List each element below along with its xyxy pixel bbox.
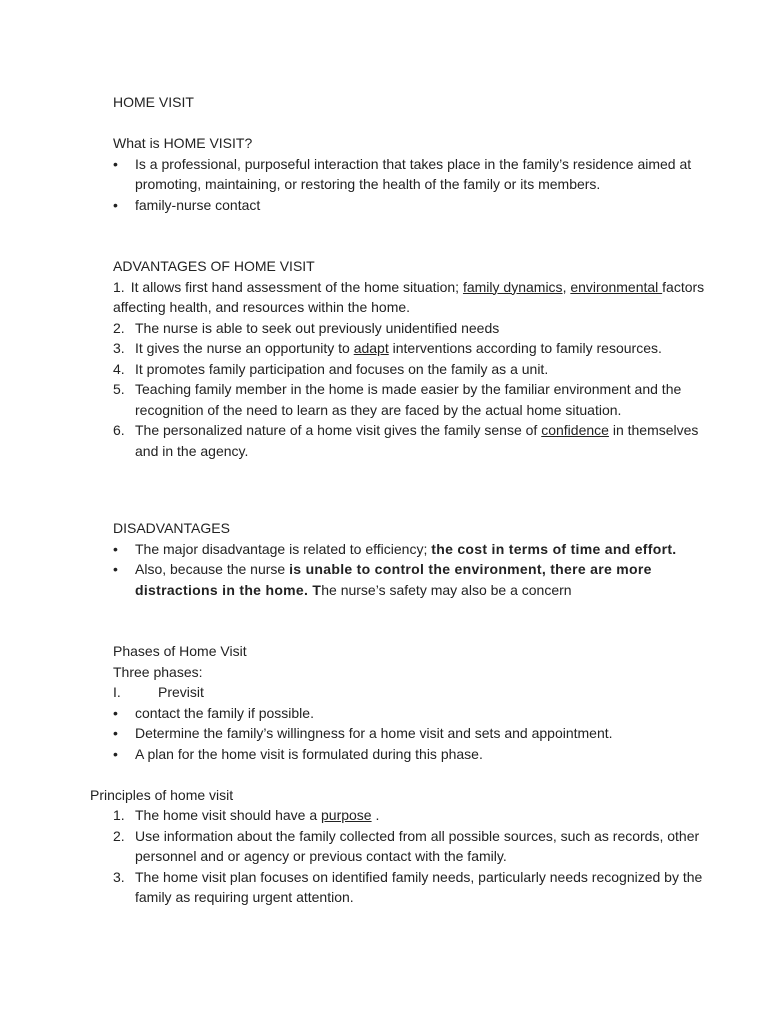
item-text: The home visit plan focuses on identified family needs, particularly needs recognized by the family as requiring urgent attention. xyxy=(135,868,703,905)
item-text: It promotes family participation and focuses on the family as a unit. xyxy=(135,360,549,377)
bullet-icon: • xyxy=(113,745,118,762)
phase-bullets xyxy=(113,703,713,765)
item-number: 1. xyxy=(113,807,125,823)
underlined-term: family dynamics xyxy=(462,278,563,295)
phase-previsit xyxy=(113,682,713,703)
list-item xyxy=(113,195,713,216)
bullet-text: Is a professional, purposeful interaction that takes place in the family’s residence aimed at promoting, maintaining, or restoring the health of the family or its members. xyxy=(135,155,692,192)
advantage-item-5 xyxy=(113,379,713,420)
item-text: It allows first hand assessment of the home situation; xyxy=(130,278,463,295)
disadvantages-section xyxy=(113,518,713,600)
principles-list xyxy=(113,805,713,908)
item-text: factors affecting health, and resources within the home. xyxy=(113,278,705,315)
bullet-icon: • xyxy=(113,561,118,577)
item-number: 5. xyxy=(113,381,125,397)
advantages-list xyxy=(113,318,713,462)
bullet-text: contact the family if possible. xyxy=(135,704,314,721)
item-number: 2. xyxy=(113,319,125,336)
item-text: Also, because the nurse xyxy=(135,561,290,577)
item-number: 4. xyxy=(113,360,125,377)
phases-section xyxy=(113,641,713,764)
item-number: 6. xyxy=(113,422,125,438)
phases-heading: Phases of Home Visit xyxy=(113,643,247,659)
item-text: , xyxy=(562,278,571,295)
list-item xyxy=(113,703,713,724)
item-text: . xyxy=(371,807,380,823)
document-title: HOME VISIT xyxy=(113,94,194,110)
what-is-heading: What is HOME VISIT? xyxy=(113,135,253,151)
bullet-icon: • xyxy=(113,725,118,741)
list-item xyxy=(113,154,713,195)
what-is-bullets xyxy=(113,154,713,216)
item-text: interventions according to family resources. xyxy=(388,340,662,356)
item-text: he nurse’s safety may also be a concern xyxy=(321,581,572,598)
list-item xyxy=(113,539,713,560)
bold-text: is unable to control the environment, there are more distractions in the home. T xyxy=(135,561,652,598)
principle-item-2 xyxy=(113,826,713,867)
item-number: 1. xyxy=(113,278,125,295)
item-text: The personalized nature of a home visit gives the family sense of xyxy=(135,422,542,438)
bullet-text: family-nurse contact xyxy=(135,196,261,213)
bullet-text: Determine the family’s willingness for a home visit and sets and appointment. xyxy=(135,725,613,741)
bullet-icon: • xyxy=(113,540,118,557)
advantage-item-2 xyxy=(113,318,713,339)
underlined-term: adapt xyxy=(353,340,389,356)
underlined-term: purpose xyxy=(321,807,372,823)
phases-subheading: Three phases: xyxy=(113,663,203,680)
bullet-icon: • xyxy=(113,155,118,172)
item-number: 3. xyxy=(113,868,125,885)
item-text: Use information about the family collected from all possible sources, such as records, other personnel and or agency or previous contact with the family. xyxy=(135,827,700,864)
list-item xyxy=(113,723,713,744)
advantages-section xyxy=(113,256,713,461)
item-number: 3. xyxy=(113,340,125,356)
list-item xyxy=(113,559,713,600)
item-text: The nurse is able to seek out previously unidentified needs xyxy=(135,319,500,336)
disadvantages-heading: DISADVANTAGES xyxy=(113,520,230,536)
phase-name: Previsit xyxy=(158,684,204,700)
advantage-item-6 xyxy=(113,420,713,461)
underlined-term: environmental xyxy=(570,278,663,295)
advantage-item-4 xyxy=(113,359,713,380)
item-text: The major disadvantage is related to efficiency; xyxy=(135,540,432,557)
bullet-icon: • xyxy=(113,196,118,213)
list-item xyxy=(113,744,713,765)
item-text: Teaching family member in the home is made easier by the familiar environment and the recognition of the need to learn as they are faced by the actual home situation. xyxy=(135,381,682,418)
item-text: It gives the nurse an opportunity to xyxy=(135,340,354,356)
principle-item-1 xyxy=(113,805,713,826)
principles-heading: Principles of home visit xyxy=(90,787,234,803)
underlined-term: confidence xyxy=(541,422,609,438)
disadvantages-list xyxy=(113,539,713,601)
principle-item-3 xyxy=(113,867,713,908)
item-text: in themselves and in the agency. xyxy=(135,422,699,459)
bold-text: the cost in terms of time and effort. xyxy=(431,540,677,557)
bullet-icon: • xyxy=(113,704,118,721)
what-is-section xyxy=(113,133,713,215)
advantage-item-1 xyxy=(113,277,713,318)
item-text: The home visit should have a xyxy=(135,807,321,823)
roman-numeral: I. xyxy=(113,684,121,700)
bullet-text: A plan for the home visit is formulated during this phase. xyxy=(135,745,483,762)
advantages-heading: ADVANTAGES OF HOME VISIT xyxy=(113,258,315,274)
advantage-item-3 xyxy=(113,338,713,359)
item-number: 2. xyxy=(113,827,125,844)
